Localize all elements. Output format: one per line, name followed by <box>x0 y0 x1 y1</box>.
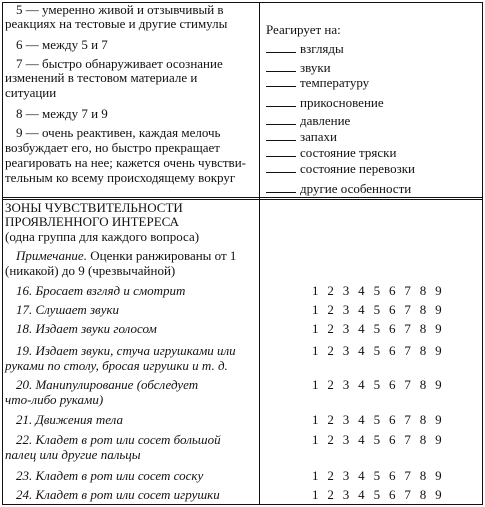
reacts-header: Реагирует на: <box>266 22 341 37</box>
rating-option[interactable]: 1 <box>312 487 319 502</box>
rating-option[interactable]: 7 <box>404 302 411 317</box>
rating-option[interactable]: 4 <box>358 343 365 358</box>
rating-option[interactable]: 3 <box>342 487 350 502</box>
table-bottom-border <box>2 504 483 505</box>
rating-option[interactable]: 1 <box>312 343 319 358</box>
rating-option[interactable]: 8 <box>419 321 427 336</box>
rating-option[interactable]: 5 <box>373 283 381 298</box>
rating-option[interactable]: 5 <box>373 468 381 483</box>
blank-line[interactable] <box>266 181 296 193</box>
zones-title-line2: ПРОЯВЛЕННОГО ИНТЕРЕСА <box>5 214 180 229</box>
interest-item-text: руками по столу, бросая игрушки и т. д. <box>5 358 228 373</box>
rating-option[interactable]: 8 <box>419 412 427 427</box>
interest-item-text: палец или другие пальцы <box>5 447 141 462</box>
interest-item-text: 16. Бросает взгляд и смотрит <box>16 283 186 298</box>
blank-line[interactable] <box>266 75 296 87</box>
rating-scale <box>312 488 451 502</box>
rating-option[interactable]: 7 <box>404 283 411 298</box>
interest-item-text: 18. Издает звуки голосом <box>16 321 157 336</box>
rating-option[interactable]: 2 <box>327 343 334 358</box>
interest-item-text: 21. Движения тела <box>16 412 124 427</box>
reacts-item-label: другие особенности <box>300 181 412 196</box>
interest-item-text: 22. Кладет в рот или сосет большой <box>16 432 221 447</box>
rating-option[interactable]: 1 <box>312 432 319 447</box>
reacts-item <box>266 41 344 56</box>
rating-description-line: тельным ко всему происходящему вокруг <box>5 170 236 185</box>
reacts-item-label: звуки <box>300 60 331 75</box>
rating-option[interactable]: 4 <box>358 302 365 317</box>
rating-scale <box>312 413 451 427</box>
rating-description-line: реакциях на тестовые и другие стимулы <box>5 16 228 31</box>
interest-item-text: 19. Издает звуки, стуча игрушками или <box>16 343 236 358</box>
rating-description-line: 7 — быстро обнаруживает осознание <box>16 56 223 71</box>
rating-option[interactable]: 8 <box>419 432 427 447</box>
note-text: Оценки ранжированы от 1 <box>86 248 237 263</box>
rating-scale <box>312 303 451 317</box>
rating-option[interactable]: 9 <box>435 321 442 336</box>
note-label: Примечание. <box>16 248 87 263</box>
reacts-item-label: взгляды <box>300 41 344 56</box>
rating-option[interactable]: 3 <box>342 412 350 427</box>
rating-option[interactable]: 9 <box>435 487 442 502</box>
rating-option[interactable]: 3 <box>342 302 350 317</box>
rating-option[interactable]: 9 <box>435 283 442 298</box>
interest-item-text: 23. Кладет в рот или сосет соску <box>16 468 204 483</box>
rating-scale <box>312 378 451 392</box>
rating-option[interactable]: 5 <box>373 487 381 502</box>
rating-option[interactable]: 9 <box>435 432 442 447</box>
reacts-item <box>266 129 337 144</box>
rating-option[interactable]: 4 <box>358 377 365 392</box>
interest-item-text: что-либо руками) <box>5 392 104 407</box>
rating-option[interactable]: 2 <box>327 302 334 317</box>
blank-line[interactable] <box>266 95 296 107</box>
note-line1 <box>16 249 236 263</box>
rating-option[interactable]: 7 <box>404 321 411 336</box>
blank-line[interactable] <box>266 41 296 53</box>
rating-option[interactable]: 6 <box>388 487 396 502</box>
reacts-item <box>266 161 415 176</box>
rating-option[interactable]: 8 <box>419 468 427 483</box>
rating-option[interactable]: 5 <box>373 432 381 447</box>
interest-item-text: 24. Кладет в рот или сосет игрушки <box>16 487 220 502</box>
rating-option[interactable]: 5 <box>373 302 381 317</box>
rating-description-line: изменений в тестовом материале и <box>5 70 198 85</box>
rating-description-line: 6 — между 5 и 7 <box>16 37 108 52</box>
reacts-item <box>266 113 350 128</box>
zones-title-line1: ЗОНЫ ЧУВСТВИТЕЛЬНОСТИ <box>5 200 183 215</box>
rating-option[interactable]: 5 <box>373 412 381 427</box>
table-right-border <box>482 2 483 504</box>
rating-option[interactable]: 9 <box>435 343 442 358</box>
rating-option[interactable]: 8 <box>419 283 427 298</box>
blank-line[interactable] <box>266 161 296 173</box>
reacts-item-label: состояние перевозки <box>300 161 415 176</box>
rating-option[interactable]: 1 <box>312 302 319 317</box>
interest-item-text: 17. Слушает звуки <box>16 302 120 317</box>
rating-option[interactable]: 1 <box>312 283 319 298</box>
rating-option[interactable]: 7 <box>404 487 411 502</box>
rating-option[interactable]: 1 <box>312 321 319 336</box>
rating-option[interactable]: 3 <box>342 283 350 298</box>
rating-option[interactable]: 4 <box>358 468 365 483</box>
reacts-item <box>266 60 331 75</box>
rating-option[interactable]: 4 <box>358 487 365 502</box>
rating-scale <box>312 284 451 298</box>
rating-option[interactable]: 6 <box>388 302 396 317</box>
rating-option[interactable]: 3 <box>342 432 350 447</box>
reacts-item <box>266 181 411 196</box>
reacts-item-label: запахи <box>300 129 337 144</box>
rating-option[interactable]: 8 <box>419 377 427 392</box>
table-left-border <box>2 2 3 504</box>
rating-option[interactable]: 6 <box>388 321 396 336</box>
rating-option[interactable]: 9 <box>435 377 442 392</box>
rating-scale <box>312 469 451 483</box>
rating-option[interactable]: 2 <box>327 487 334 502</box>
rating-option[interactable]: 3 <box>342 468 350 483</box>
rating-description-line: 5 — умеренно живой и отзывчивый в <box>16 2 224 17</box>
rating-option[interactable]: 4 <box>358 321 365 336</box>
rating-option[interactable]: 8 <box>419 302 427 317</box>
rating-description-line: 9 — очень реактивен, каждая мелочь <box>16 125 221 140</box>
rating-option[interactable]: 3 <box>342 343 350 358</box>
reacts-item <box>266 95 384 110</box>
reacts-item-label: температуру <box>300 75 370 90</box>
table-column-divider <box>259 2 260 504</box>
rating-option[interactable]: 9 <box>435 302 442 317</box>
rating-option[interactable]: 6 <box>388 432 396 447</box>
blank-line[interactable] <box>266 60 296 72</box>
rating-option[interactable]: 1 <box>312 377 319 392</box>
rating-option[interactable]: 2 <box>327 412 334 427</box>
rating-option[interactable]: 3 <box>342 377 350 392</box>
rating-description-line: реагировать на нее; кажется очень чувстви- <box>5 155 246 170</box>
reacts-item-label: давление <box>300 113 351 128</box>
rating-option[interactable]: 6 <box>388 283 396 298</box>
rating-option[interactable]: 7 <box>404 377 411 392</box>
rating-option[interactable]: 6 <box>388 412 396 427</box>
rating-scale <box>312 322 451 336</box>
rating-option[interactable]: 8 <box>419 487 427 502</box>
rating-description-line: 8 — между 7 и 9 <box>16 106 108 121</box>
rating-option[interactable]: 4 <box>358 412 365 427</box>
rating-option[interactable]: 2 <box>327 321 334 336</box>
rating-option[interactable]: 4 <box>358 283 365 298</box>
blank-line[interactable] <box>266 129 296 141</box>
rating-option[interactable]: 5 <box>373 343 381 358</box>
note-line2: (никакой) до 9 (чрезвычайной) <box>5 263 176 278</box>
rating-option[interactable]: 2 <box>327 283 334 298</box>
rating-option[interactable]: 9 <box>435 468 442 483</box>
blank-line[interactable] <box>266 145 296 157</box>
zones-subtitle: (одна группа для каждого вопроса) <box>5 229 200 244</box>
rating-description-line: ситуации <box>5 85 57 100</box>
rating-option[interactable]: 2 <box>327 432 334 447</box>
rating-option[interactable]: 7 <box>404 343 411 358</box>
rating-option[interactable]: 6 <box>388 343 396 358</box>
rating-option[interactable]: 3 <box>342 321 350 336</box>
rating-option[interactable]: 6 <box>388 468 396 483</box>
interest-item-text: 20. Манипулирование (обследует <box>16 377 199 392</box>
rating-option[interactable]: 7 <box>404 412 411 427</box>
reacts-item-label: состояние тряски <box>300 145 397 160</box>
rating-option[interactable]: 7 <box>404 432 411 447</box>
rating-option[interactable]: 6 <box>388 377 396 392</box>
rating-option[interactable]: 5 <box>373 321 381 336</box>
rating-option[interactable]: 7 <box>404 468 411 483</box>
rating-option[interactable]: 2 <box>327 377 334 392</box>
reacts-item <box>266 75 369 90</box>
rating-option[interactable]: 5 <box>373 377 381 392</box>
blank-line[interactable] <box>266 113 296 125</box>
reacts-item-label: прикосновение <box>300 95 384 110</box>
rating-option[interactable]: 8 <box>419 343 427 358</box>
rating-description-line: возбуждает его, но быстро прекращает <box>5 140 220 155</box>
rating-option[interactable]: 1 <box>312 412 319 427</box>
rating-scale <box>312 344 451 358</box>
rating-option[interactable]: 1 <box>312 468 319 483</box>
rating-option[interactable]: 2 <box>327 468 334 483</box>
rating-scale <box>312 433 451 447</box>
reacts-item <box>266 145 396 160</box>
rating-option[interactable]: 4 <box>358 432 365 447</box>
rating-option[interactable]: 9 <box>435 412 442 427</box>
